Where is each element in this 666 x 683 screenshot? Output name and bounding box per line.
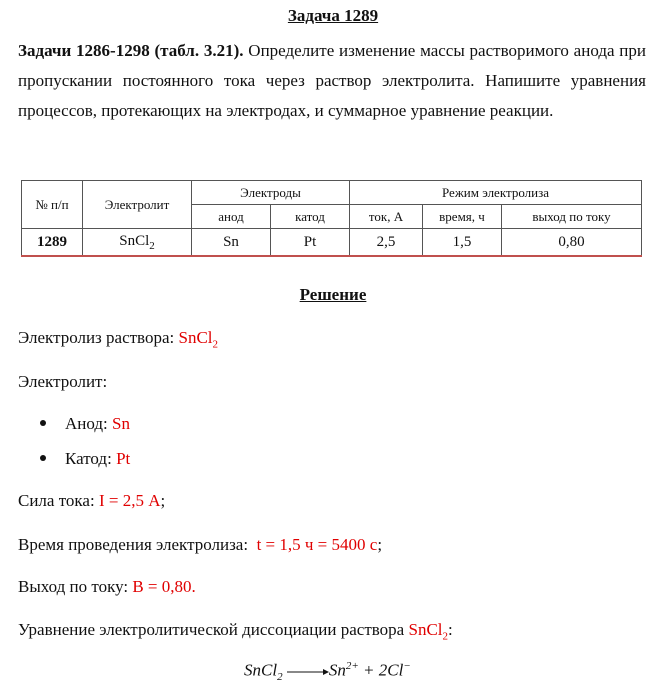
header-time: время, ч (423, 205, 502, 229)
dissociation-end: : (448, 620, 453, 639)
cell-time: 1,5 (423, 229, 502, 257)
reaction-arrow-icon (287, 667, 329, 677)
time-end: ; (377, 535, 383, 554)
anode-label: Анод: (65, 414, 113, 433)
equation-right1: Sn (328, 660, 346, 680)
equation-right1-sup: 2+ (345, 660, 359, 672)
cell-electrolyte-sub: 2 (149, 239, 155, 252)
solution-title: Решение (299, 285, 367, 304)
current-label: Сила тока: (18, 491, 99, 510)
electrolysis-line (18, 328, 218, 350)
task-statement-text: Определите изменение массы растворимого анода при пропускании постоянного тока через раствор электролита. Напишите уравнения процессов, протекающих на электродах, и суммарное уравнение реакции. (18, 41, 646, 120)
cell-yield: 0,80 (502, 229, 642, 257)
bullet-dot-icon (40, 455, 46, 461)
header-mode: Режим электролиза (350, 181, 642, 205)
yield-label: Выход по току: (18, 577, 133, 596)
yield-line (18, 577, 196, 597)
equation-plus: + 2 (358, 660, 388, 680)
task-statement-bold: Задачи 1286-1298 (табл. 3.21). (18, 41, 244, 60)
time-value: t = 1,5 ч = 5400 с (256, 535, 378, 554)
header-current: ток, А (350, 205, 423, 229)
header-electrolyte: Электролит (83, 181, 192, 229)
dissociation-equation (244, 660, 411, 683)
table-row (22, 229, 642, 257)
equation-right2-sup: − (403, 660, 411, 672)
cathode-label: Катод: (65, 449, 117, 468)
cathode-value: Pt (116, 449, 131, 468)
dissociation-value-sub: 2 (442, 630, 449, 643)
cell-anode: Sn (192, 229, 271, 257)
anode-bullet (40, 414, 130, 434)
anode-value: Sn (112, 414, 130, 433)
cell-electrolyte-base: SnCl (119, 232, 150, 249)
equation-right2: Cl (387, 660, 404, 680)
bullet-dot-icon (40, 420, 46, 426)
header-cathode: катод (271, 205, 350, 229)
dissociation-line (18, 620, 453, 642)
cathode-bullet (40, 449, 130, 469)
parameters-table (21, 180, 642, 257)
yield-value: В = 0,80. (132, 577, 196, 596)
electrolysis-value (178, 328, 219, 351)
current-line (18, 491, 165, 511)
equation-left: SnCl (244, 660, 278, 680)
cell-num: 1289 (22, 229, 83, 257)
header-num: № п/п (22, 181, 83, 229)
dissociation-value (408, 620, 449, 643)
equation-left-sub: 2 (277, 671, 283, 683)
cell-current: 2,5 (350, 229, 423, 257)
dissociation-value-base: SnCl (408, 620, 443, 639)
current-value: I = 2,5 А (98, 491, 161, 510)
electrolysis-label: Электролиз раствора: (18, 328, 179, 347)
time-line (18, 535, 382, 555)
electrolysis-value-base: SnCl (178, 328, 213, 347)
header-yield: выход по току (502, 205, 642, 229)
dissociation-label: Уравнение электролитической диссоциации раствора (18, 620, 409, 639)
current-end: ; (160, 491, 166, 510)
task-statement (18, 36, 646, 126)
time-label: Время проведения электролиза: (18, 535, 257, 554)
header-anode: анод (192, 205, 271, 229)
header-electrodes: Электроды (192, 181, 350, 205)
cell-electrolyte (83, 229, 192, 257)
electrolyte-line: Электролит: (18, 372, 108, 391)
cell-cathode: Pt (271, 229, 350, 257)
task-title: Задача 1289 (287, 6, 379, 25)
electrolysis-value-sub: 2 (212, 338, 219, 351)
